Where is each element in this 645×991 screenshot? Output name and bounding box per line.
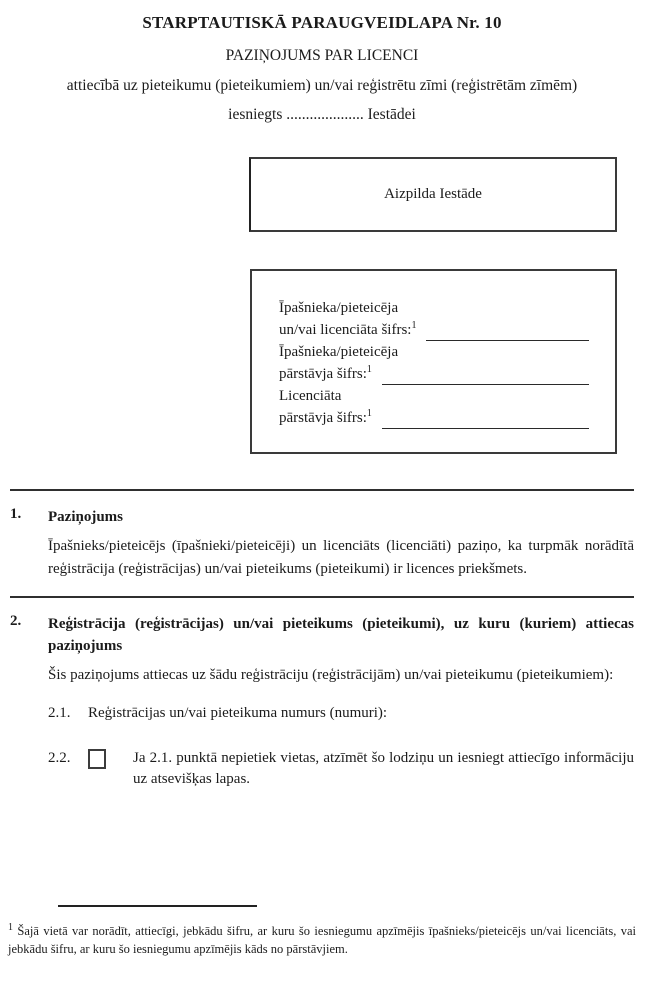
section-2-body: Šis paziņojums attiecas uz šādu reģistrāciju (reģistrācijām) un/vai pieteikumu (pieteikumiem): [48,667,614,683]
section-divider [10,489,634,491]
checkbox-cell [88,748,133,790]
subsection-2-1-number: 2.1. [48,705,71,721]
footnote-ref-marker: 1 [411,320,417,331]
section-1-body: Īpašnieks/pieteicējs (īpašnieki/pieteicēji) un licenciāts (licenciāti) paziņo, ka turpmāk norādītā reģistrācija (reģistrācijas) un/vai pieteikums (pieteikumi) ir licences priekšmets. [48,538,634,577]
field-label-line1: Īpašnieka/pieteicēja [279,300,399,316]
field-label-line2: pārstāvja šifrs:$^1$ [279,408,372,426]
field-label-line2: pārstāvja šifrs:$^1$ [279,364,372,382]
holder-licensee-code-field [279,297,589,341]
section-1-number: 1. [10,506,22,522]
subsection-2-1 [48,703,634,724]
section-divider [10,596,634,598]
office-use-box [249,157,617,232]
footnote-separator [58,905,257,907]
form-subtitle: PAZIŅOJUMS PAR LICENCI [225,47,419,64]
field-label-line2: un/vai licenciāta šifrs:$^1$ [279,320,417,338]
holder-representative-code-field [279,341,589,385]
subsection-2-2-number: 2.2. [48,750,71,766]
separate-sheet-checkbox[interactable] [88,749,106,769]
licensee-representative-code-input-line[interactable] [382,409,589,429]
section-1-statement [10,506,634,581]
subsection-2-1-text: Reģistrācijas un/vai pieteikuma numurs (numuri): [88,705,388,721]
footnote-ref-marker: 1 [366,408,372,419]
form-scope-line: attiecībā uz pieteikumu (pieteikumiem) un/vai reģistrētu zīmi (reģistrētām zīmēm) [66,77,578,94]
form-title: STARPTAUTISKĀ PARAUGVEIDLAPA Nr. 10 [142,13,502,32]
section-2-heading: Reģistrācija (reģistrācijas) un/vai pieteikums (pieteikumi), uz kuru (kuriem) attiecas paziņojums [48,616,634,654]
field-label-line1: Licenciāta [279,388,342,404]
holder-licensee-code-input-line[interactable] [426,321,589,341]
footnote-1 [8,922,636,958]
section-1-heading: Paziņojums [48,509,123,525]
footnote-text: Šajā vietā var norādīt, attiecīgi, jebkādu šifru, ar kuru šo iesniegumu apzīmējis īpašnieks/pieteicējs un/vai licenciāts, vai jebkādu šifru, ar kuru šo iesniegumu apzīmējis kāds no pārstāvjiem. [8,924,636,956]
subsection-2-2-text: Ja 2.1. punktā nepietiek vietas, atzīmēt šo lodziņu un iesniegt attiecīgo informāciju uz atsevišķas lapas. [133,750,634,787]
holder-representative-code-input-line[interactable] [382,365,589,385]
form-submitted-line: iesniegts .................... Iestādei [228,106,416,123]
field-label-line1: Īpašnieka/pieteicēja [279,344,399,360]
footnote-ref-marker: 1 [366,364,372,375]
licensee-representative-code-field [279,385,589,429]
subsection-2-2 [48,748,634,790]
section-2-number: 2. [10,613,22,629]
form-header [10,13,634,124]
section-2-registrations [10,613,634,790]
footnote-number: 1 [8,921,13,933]
office-use-label: Aizpilda Iestāde [384,186,482,202]
reference-codes-box [250,269,617,454]
